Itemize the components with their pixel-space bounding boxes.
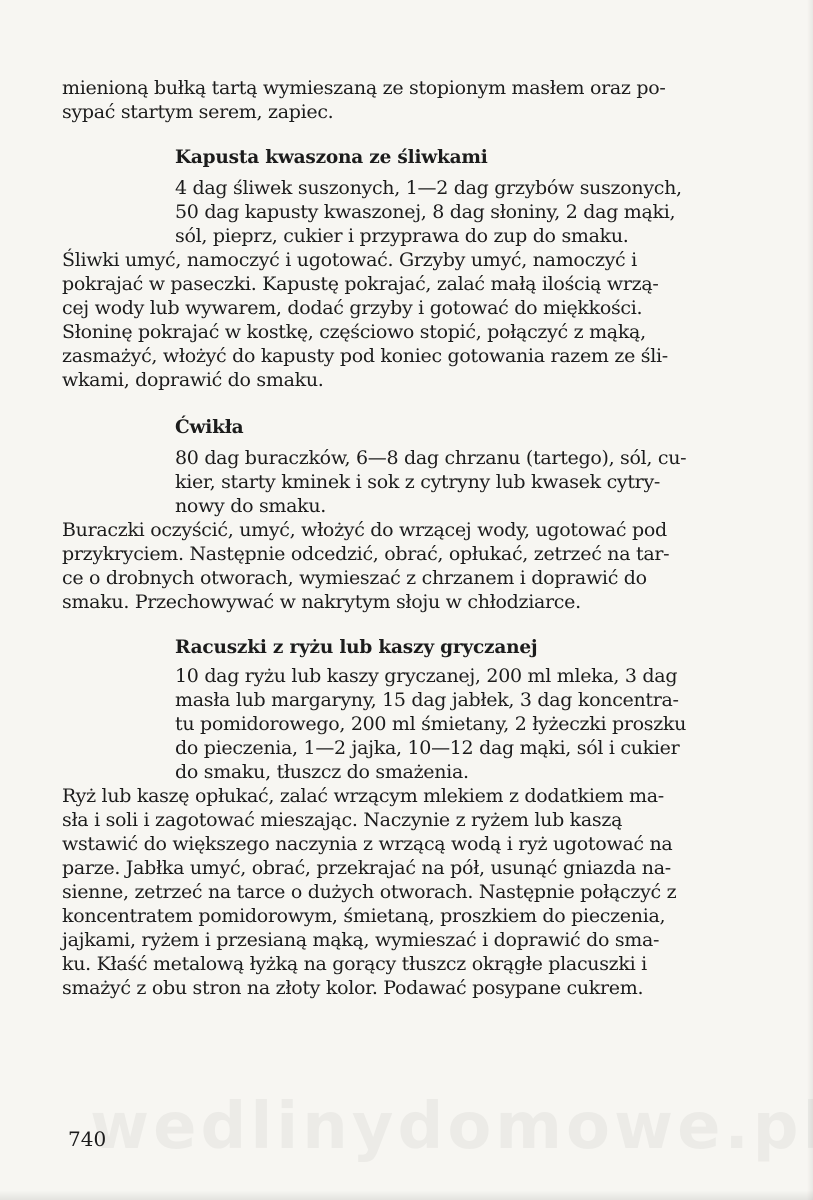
method-line: sła i soli i zagotować mieszając. Naczynie z ryżem lub kaszą bbox=[62, 809, 623, 831]
method-line: Słoninę pokrajać w kostkę, częściowo stopić, połączyć z mąką, bbox=[62, 321, 646, 343]
method-line: ku. Kłaść metalową łyżką na gorący tłuszcz okrągłe placuszki i bbox=[62, 953, 647, 975]
ingredient-line: do smaku, tłuszcz do smażenia. bbox=[175, 761, 469, 783]
page-bottom-shadow bbox=[0, 1190, 813, 1200]
intro-line: sypać startym serem, zapiec. bbox=[62, 101, 334, 123]
ingredient-line: 50 dag kapusty kwaszonej, 8 dag słoniny, 2 dag mąki, bbox=[175, 201, 676, 223]
method-line: smaku. Przechowywać w nakrytym słoju w chłodziarce. bbox=[62, 591, 581, 613]
page-number: 740 bbox=[68, 1127, 107, 1151]
recipe-title: Ćwikła bbox=[175, 417, 244, 438]
ingredient-line: masła lub margaryny, 15 dag jabłek, 3 dag koncentra- bbox=[175, 689, 679, 711]
intro-line: mienioną bułką tartą wymieszaną ze stopionym masłem oraz po- bbox=[62, 77, 666, 99]
method-line: wstawić do większego naczynia z wrzącą wodą i ryż ugotować na bbox=[62, 833, 673, 855]
method-line: wkami, doprawić do smaku. bbox=[62, 369, 324, 391]
method-line: pokrajać w paseczki. Kapustę pokrajać, zalać małą ilością wrzą- bbox=[62, 273, 659, 295]
ingredient-line: kier, starty kminek i sok z cytryny lub kwasek cytry- bbox=[175, 471, 661, 493]
watermark bbox=[90, 1090, 813, 1164]
ingredient-line: do pieczenia, 1—2 jajka, 10—12 dag mąki, sól i cukier bbox=[175, 737, 680, 759]
recipe-title: Kapusta kwaszona ze śliwkami bbox=[175, 147, 488, 168]
ingredient-line: tu pomidorowego, 200 ml śmietany, 2 łyżeczki proszku bbox=[175, 713, 687, 735]
method-line: Buraczki oczyścić, umyć, włożyć do wrzącej wody, ugotować pod bbox=[62, 519, 667, 541]
method-line: cej wody lub wywarem, dodać grzyby i gotować do miękkości. bbox=[62, 297, 643, 319]
ingredient-line: 80 dag buraczków, 6—8 dag chrzanu (tartego), sól, cu- bbox=[175, 447, 687, 469]
method-line: zasmażyć, włożyć do kapusty pod koniec gotowania razem ze śli- bbox=[62, 345, 668, 367]
method-line: Ryż lub kaszę opłukać, zalać wrzącym mlekiem z dodatkiem ma- bbox=[62, 785, 664, 807]
method-line: przykryciem. Następnie odcedzić, obrać, opłukać, zetrzeć na tar- bbox=[62, 543, 670, 565]
method-line: ce o drobnych otworach, wymieszać z chrzanem i doprawić do bbox=[62, 567, 647, 589]
ingredient-line: 4 dag śliwek suszonych, 1—2 dag grzybów suszonych, bbox=[175, 177, 682, 199]
ingredient-line: sól, pieprz, cukier i przyprawa do zup do smaku. bbox=[175, 225, 629, 247]
method-line: Śliwki umyć, namoczyć i ugotować. Grzyby umyć, namoczyć i bbox=[62, 249, 637, 271]
method-line: smażyć z obu stron na złoty kolor. Podawać posypane cukrem. bbox=[62, 977, 644, 999]
page-edge-shadow bbox=[807, 0, 813, 1200]
method-line: koncentratem pomidorowym, śmietaną, proszkiem do pieczenia, bbox=[62, 905, 666, 927]
method-line: jajkami, ryżem i przesianą mąką, wymieszać i doprawić do sma- bbox=[62, 929, 660, 951]
method-line: sienne, zetrzeć na tarce o dużych otworach. Następnie połączyć z bbox=[62, 881, 677, 903]
recipe-title: Racuszki z ryżu lub kaszy gryczanej bbox=[175, 637, 538, 658]
ingredient-line: nowy do smaku. bbox=[175, 495, 327, 517]
method-line: parze. Jabłka umyć, obrać, przekrajać na pół, usunąć gniazda na- bbox=[62, 857, 671, 879]
ingredient-line: 10 dag ryżu lub kaszy gryczanej, 200 ml mleka, 3 dag bbox=[175, 665, 678, 687]
